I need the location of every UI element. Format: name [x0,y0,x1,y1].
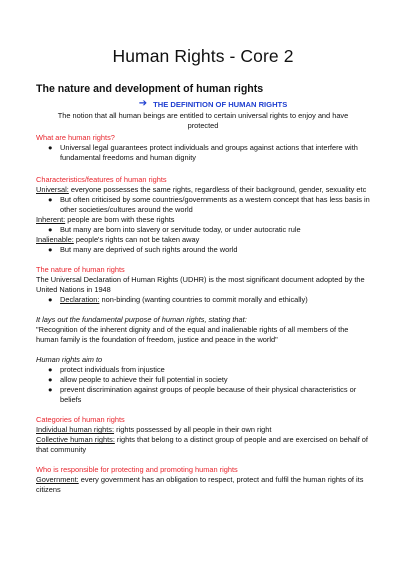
purpose-intro: It lays out the fundamental purpose of human rights, stating that: [36,315,247,325]
collective-paragraph: Collective human rights: rights that belong to a distinct group of people and are exercised on behalf of that community [36,435,368,455]
nature-list [36,295,370,305]
inherent-list [36,225,370,235]
nature-heading: The nature of human rights [36,265,125,275]
nature-section [36,265,370,305]
what-are-section [36,133,370,163]
list-item: ● protect individuals from injustice [48,365,165,375]
aims-list [36,365,370,405]
responsible-heading: Who is responsible for protecting and promoting human rights [36,465,238,475]
government-paragraph: Government: every government has an obligation to respect, protect and fulfil the human rights of its citizens [36,475,364,495]
list-item: ● prevent discrimination against groups of people because of their physical characteristics or beliefs [48,385,357,405]
definition-text: The notion that all human beings are entitled to certain universal rights to enjoy and have protected [57,111,349,131]
section-heading: The nature and development of human rights [36,83,264,95]
list-item: ● allow people to achieve their full potential in society [48,375,228,385]
list-item: ● But many are deprived of such rights around the world [48,245,238,255]
what-are-list [36,143,370,163]
universal-paragraph: Universal: everyone possesses the same rights, regardless of their background, gender, sexuality etc [36,185,367,195]
bullet-icon: ● [48,295,53,305]
bullet-icon: ● [48,225,53,235]
characteristics-section [36,175,370,255]
inalienable-paragraph: Inalienable: people's rights can not be taken away [36,235,200,245]
page-title: Human Rights - Core 2 [112,46,294,66]
purpose-quote: "Recognition of the inherent dignity and of the equal and inalienable rights of all members of the human family is the foundation of freedom, justice and peace in the world" [36,325,349,345]
bullet-icon: ● [48,375,53,385]
list-item: ● But often criticised by some countries/governments as a western concept that has less basis in other societies/cultures around the world [48,195,370,215]
categories-heading: Categories of human rights [36,415,125,425]
list-item: ● Declaration: non-binding (wanting countries to commit morally and ethically) [48,295,308,305]
arrow-right-icon: ➔ [138,98,148,109]
bullet-icon: ● [48,365,53,375]
inherent-paragraph: Inherent: people are born with these rights [36,215,175,225]
inalienable-list [36,245,370,255]
purpose-section [36,315,370,345]
categories-section [36,415,370,455]
aims-intro: Human rights aim to [36,355,103,365]
bullet-icon: ● [48,195,53,205]
bullet-icon: ● [48,143,53,153]
nature-paragraph: The Universal Declaration of Human Rights (UDHR) is the most significant document adopted by the United Nations in 1948 [36,275,365,295]
characteristics-heading: Characteristics/features of human rights [36,175,167,185]
list-item: ● But many are born into slavery or servitude today, or under autocratic rule [48,225,301,235]
individual-paragraph: Individual human rights: rights possessed by all people in their own right [36,425,272,435]
aims-section [36,355,370,405]
what-are-heading: What are human rights? [36,133,115,143]
definition-title: THE DEFINITION OF HUMAN RIGHTS [153,99,288,109]
bullet-icon: ● [48,385,53,395]
list-item: ● Universal legal guarantees protect individuals and groups against actions that interfere with fundamental freedoms and human dignity [48,143,358,163]
bullet-icon: ● [48,245,53,255]
definition-heading-row [56,99,370,109]
universal-list [36,195,370,215]
responsible-section [36,465,370,495]
